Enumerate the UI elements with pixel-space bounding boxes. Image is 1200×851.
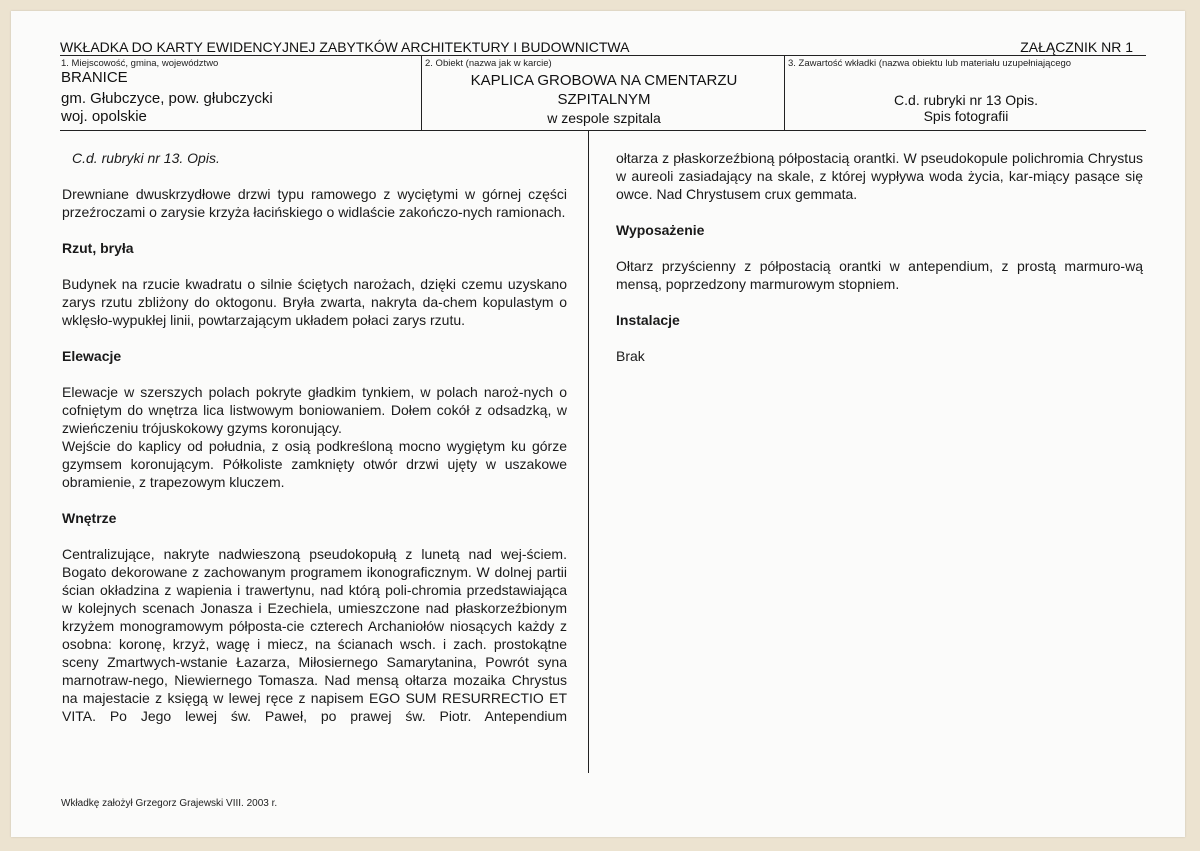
header-divider-1 (421, 56, 422, 130)
heading-interior: Wnętrze (62, 510, 117, 526)
left-column (62, 149, 567, 725)
paragraph-entrance: Wejście do kaplicy od południa, z osią podkreśloną mocno wygiętym ku górze gzymsem koronującym. Półkoliste zamknięty otwór drzwi ujęty w uszakowe obramienie, z trapezowym kluczem. (62, 438, 567, 490)
object-name-line3: w zespole szpitala (547, 110, 661, 126)
paragraph-plan: Budynek na rzucie kwadratu o silnie ściętych narożach, dzięki czemu uzyskano zarys rzutu zbliżony do oktogonu. Bryła zwarta, nakryta da-chem kopulastym o wklęsło-wypukłej linii, powtarzającym układem połaci zarys rzutu. (62, 276, 567, 328)
continuation-note: C.d. rubryki nr 13. Opis. (72, 150, 220, 166)
form-title: WKŁADKA DO KARTY EWIDENCYJNEJ ZABYTKÓW ARCHITEKTURY I BUDOWNICTWA (60, 39, 630, 55)
paragraph-installations: Brak (616, 348, 645, 364)
location-voivodeship: woj. opolskie (61, 108, 147, 125)
location-commune: gm. Głubczyce, pow. głubczycki (61, 90, 273, 107)
heading-elevations: Elewacje (62, 348, 122, 364)
heading-installations: Instalacje (616, 312, 680, 328)
annex-number: ZAŁĄCZNIK NR 1 (1020, 39, 1133, 55)
paragraph-elevations: Elewacje w szerszych polach pokryte gładkim tynkiem, w polach naroż-nych o cofniętym do wnętrza lica listwowym boniowaniem. Dołem cokół z odsadzką, w zwieńczeniu trójuskokowy gzyms koronujący. (62, 384, 567, 436)
object-name-line2: SZPITALNYM (557, 91, 651, 108)
header-rule-top (60, 55, 1146, 56)
field-label-object: 2. Obiekt (nazwa jak w karcie) (425, 58, 552, 69)
paragraph-furnishings: Ołtarz przyścienny z półpostacią orantki w antependium, z prostą marmuro-wą mensą, poprzedzony marmurowym stopniem. (616, 258, 1143, 292)
object-name-line1: KAPLICA GROBOWA NA CMENTARZU (470, 72, 738, 89)
heading-plan: Rzut, bryła (62, 240, 134, 256)
header-rule-bottom (60, 130, 1146, 131)
column-divider (588, 131, 589, 773)
location-town: BRANICE (61, 69, 128, 86)
contents-line1: C.d. rubryki nr 13 Opis. (894, 92, 1038, 108)
paragraph-interior: Centralizujące, nakryte nadwieszoną pseudokopułą z lunetą nad wej-ściem. Bogato dekorowane z zachowanym programem ikonograficznym. W dolnej partii ścian okładzina z wapienia i trawertynu, nad którą poli-chromia przedstawiająca w kolejnych scenach Jonasza i Ezechiela, umieszczone nad płaskorzeźbionym krzyżem monogramowym półposta-cie czterech Archaniołów niosących każdy z osobna: koronę, krzyż, wagę i miecz, na ścianach wsch. i zach. prostokątne sceny Zmartwych-wstanie Łazarza, Miłosiernego Samarytanina, Powrót syna marnotraw-nego, Niewiernego Tomasza. Nad mensą ołtarza mozaika Chrystus na majestacie z księgą w lewej ręce z napisem EGO SUM RESURRECTIO ET VITA. Po Jego lewej św. Paweł, po prawej św. Piotr. Antependium (62, 546, 567, 724)
field-label-location: 1. Miejscowość, gmina, województwo (61, 58, 219, 69)
paragraph-interior-cont: ołtarza z płaskorzeźbioną półpostacią orantki. W pseudokopule polichromia Chrystus w aureoli zasiadający na skale, z której wypływa woda życia, kar-miący pasące się owce. Nad Chrystusem crux gemmata. (616, 150, 1143, 202)
author-footer: Wkładkę założył Grzegorz Grajewski VIII. 2003 r. (61, 798, 278, 809)
record-card (11, 11, 1185, 837)
right-column (616, 149, 1143, 365)
contents-line2: Spis fotografii (923, 108, 1009, 124)
paragraph-doors: Drewniane dwuskrzydłowe drzwi typu ramowego z wyciętymi w górnej części przeźroczami o zarysie krzyża łacińskiego o widlaście zakończo-nych ramionach. (62, 186, 567, 220)
field-label-contents: 3. Zawartość wkładki (nazwa obiektu lub materiału uzupełniającego (788, 58, 1072, 69)
heading-furnishings: Wyposażenie (616, 222, 705, 238)
